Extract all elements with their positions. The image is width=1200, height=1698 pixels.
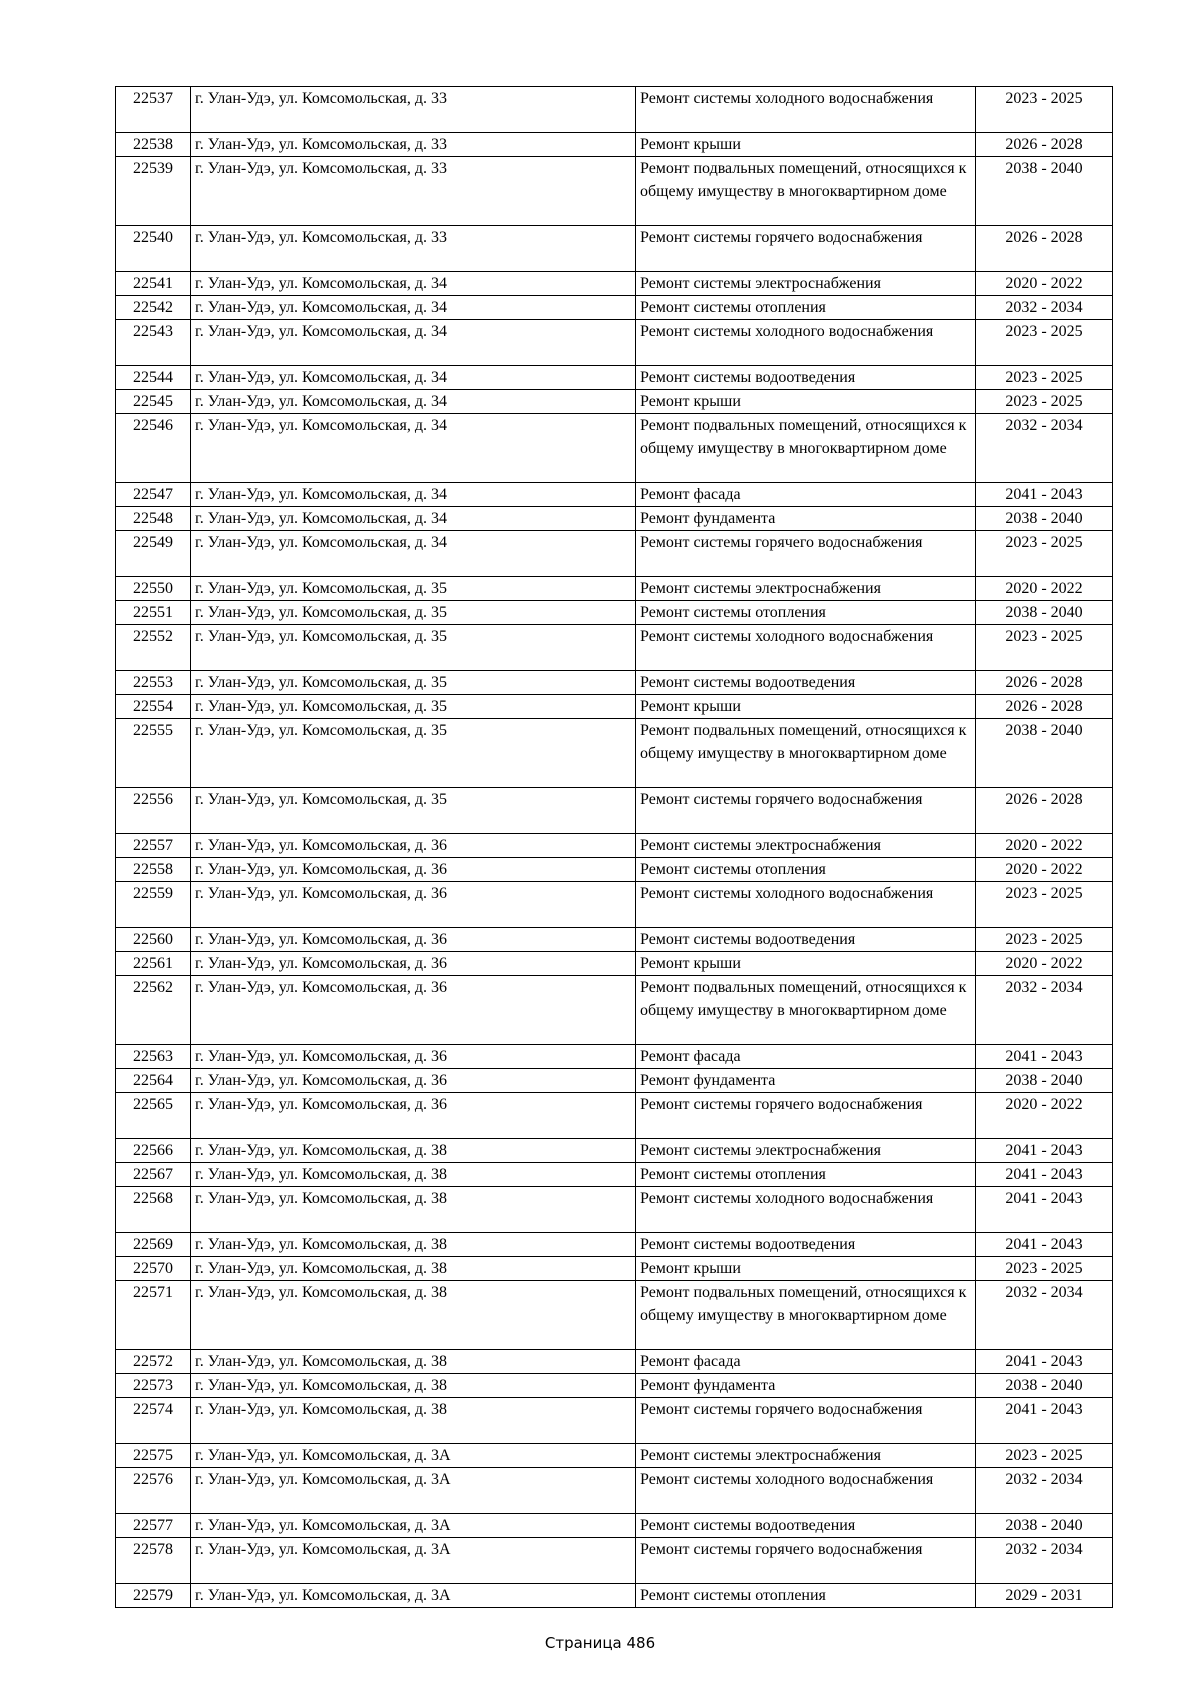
table-row [116,1233,1113,1257]
address-cell: г. Улан-Удэ, ул. Комсомольская, д. 35 [191,625,636,671]
address-cell: г. Улан-Удэ, ул. Комсомольская, д. 35 [191,671,636,695]
row-number-cell: 22563 [116,1045,191,1069]
row-number-cell: 22574 [116,1398,191,1444]
period-cell: 2041 - 2043 [976,1163,1113,1187]
work-type-cell: Ремонт фасада [636,1350,976,1374]
address-cell: г. Улан-Удэ, ул. Комсомольская, д. 38 [191,1139,636,1163]
address-cell: г. Улан-Удэ, ул. Комсомольская, д. 34 [191,414,636,483]
period-cell: 2020 - 2022 [976,577,1113,601]
period-cell: 2038 - 2040 [976,1069,1113,1093]
period-cell: 2038 - 2040 [976,719,1113,788]
work-type-cell: Ремонт системы отопления [636,601,976,625]
page-number: Страница 486 [544,1634,656,1652]
row-number-cell: 22567 [116,1163,191,1187]
work-type-cell: Ремонт системы горячего водоснабжения [636,1093,976,1139]
row-number-cell: 22557 [116,834,191,858]
work-type-cell: Ремонт системы холодного водоснабжения [636,882,976,928]
period-cell: 2026 - 2028 [976,788,1113,834]
address-cell: г. Улан-Удэ, ул. Комсомольская, д. 33 [191,133,636,157]
work-type-cell: Ремонт системы холодного водоснабжения [636,1468,976,1514]
work-type-cell: Ремонт подвальных помещений, относящихся к общему имуществу в многоквартирном доме [636,157,976,226]
period-cell: 2041 - 2043 [976,1398,1113,1444]
work-type-cell: Ремонт системы электроснабжения [636,834,976,858]
period-cell: 2038 - 2040 [976,157,1113,226]
period-cell: 2023 - 2025 [976,531,1113,577]
table-row [116,577,1113,601]
table-row [116,788,1113,834]
period-cell: 2023 - 2025 [976,625,1113,671]
address-cell: г. Улан-Удэ, ул. Комсомольская, д. 38 [191,1163,636,1187]
row-number-cell: 22566 [116,1139,191,1163]
address-cell: г. Улан-Удэ, ул. Комсомольская, д. 38 [191,1233,636,1257]
work-type-cell: Ремонт системы водоотведения [636,366,976,390]
address-cell: г. Улан-Удэ, ул. Комсомольская, д. 36 [191,928,636,952]
period-cell: 2032 - 2034 [976,1281,1113,1350]
work-type-cell: Ремонт системы водоотведения [636,1233,976,1257]
row-number-cell: 22542 [116,296,191,320]
work-type-cell: Ремонт системы горячего водоснабжения [636,1538,976,1584]
row-number-cell: 22570 [116,1257,191,1281]
work-type-cell: Ремонт системы горячего водоснабжения [636,1398,976,1444]
work-type-cell: Ремонт системы отопления [636,1163,976,1187]
table-row [116,719,1113,788]
table-row [116,1398,1113,1444]
row-number-cell: 22569 [116,1233,191,1257]
row-number-cell: 22575 [116,1444,191,1468]
address-cell: г. Улан-Удэ, ул. Комсомольская, д. 36 [191,1093,636,1139]
period-cell: 2020 - 2022 [976,858,1113,882]
period-cell: 2032 - 2034 [976,976,1113,1045]
table-row [116,882,1113,928]
period-cell: 2029 - 2031 [976,1584,1113,1608]
address-cell: г. Улан-Удэ, ул. Комсомольская, д. 36 [191,1069,636,1093]
row-number-cell: 22573 [116,1374,191,1398]
period-cell: 2038 - 2040 [976,507,1113,531]
table-row [116,1514,1113,1538]
row-number-cell: 22562 [116,976,191,1045]
period-cell: 2038 - 2040 [976,1374,1113,1398]
work-type-cell: Ремонт системы отопления [636,1584,976,1608]
address-cell: г. Улан-Удэ, ул. Комсомольская, д. 3А [191,1584,636,1608]
work-type-cell: Ремонт подвальных помещений, относящихся к общему имуществу в многоквартирном доме [636,719,976,788]
period-cell: 2020 - 2022 [976,1093,1113,1139]
work-type-cell: Ремонт фундамента [636,1069,976,1093]
work-type-cell: Ремонт системы горячего водоснабжения [636,226,976,272]
repair-schedule-table [115,86,1113,1608]
table-row [116,1350,1113,1374]
work-type-cell: Ремонт системы водоотведения [636,928,976,952]
work-type-cell: Ремонт крыши [636,1257,976,1281]
table-row [116,625,1113,671]
address-cell: г. Улан-Удэ, ул. Комсомольская, д. 34 [191,390,636,414]
work-type-cell: Ремонт системы холодного водоснабжения [636,1187,976,1233]
period-cell: 2041 - 2043 [976,1233,1113,1257]
row-number-cell: 22571 [116,1281,191,1350]
row-number-cell: 22553 [116,671,191,695]
period-cell: 2023 - 2025 [976,320,1113,366]
work-type-cell: Ремонт фундамента [636,507,976,531]
address-cell: г. Улан-Удэ, ул. Комсомольская, д. 36 [191,952,636,976]
table-row [116,272,1113,296]
address-cell: г. Улан-Удэ, ул. Комсомольская, д. 38 [191,1398,636,1444]
table-row [116,1093,1113,1139]
table-row [116,1045,1113,1069]
address-cell: г. Улан-Удэ, ул. Комсомольская, д. 33 [191,87,636,133]
period-cell: 2026 - 2028 [976,671,1113,695]
address-cell: г. Улан-Удэ, ул. Комсомольская, д. 38 [191,1281,636,1350]
work-type-cell: Ремонт системы отопления [636,858,976,882]
address-cell: г. Улан-Удэ, ул. Комсомольская, д. 34 [191,272,636,296]
work-type-cell: Ремонт подвальных помещений, относящихся к общему имуществу в многоквартирном доме [636,976,976,1045]
address-cell: г. Улан-Удэ, ул. Комсомольская, д. 3А [191,1538,636,1584]
address-cell: г. Улан-Удэ, ул. Комсомольская, д. 34 [191,507,636,531]
address-cell: г. Улан-Удэ, ул. Комсомольская, д. 34 [191,366,636,390]
row-number-cell: 22579 [116,1584,191,1608]
address-cell: г. Улан-Удэ, ул. Комсомольская, д. 36 [191,1045,636,1069]
table-row [116,1444,1113,1468]
work-type-cell: Ремонт системы холодного водоснабжения [636,320,976,366]
row-number-cell: 22538 [116,133,191,157]
table-row [116,157,1113,226]
row-number-cell: 22537 [116,87,191,133]
address-cell: г. Улан-Удэ, ул. Комсомольская, д. 35 [191,577,636,601]
period-cell: 2041 - 2043 [976,1187,1113,1233]
table-row [116,976,1113,1045]
address-cell: г. Улан-Удэ, ул. Комсомольская, д. 36 [191,858,636,882]
table-row [116,1257,1113,1281]
period-cell: 2023 - 2025 [976,366,1113,390]
row-number-cell: 22540 [116,226,191,272]
period-cell: 2041 - 2043 [976,1139,1113,1163]
row-number-cell: 22558 [116,858,191,882]
work-type-cell: Ремонт крыши [636,695,976,719]
work-type-cell: Ремонт системы горячего водоснабжения [636,788,976,834]
period-cell: 2038 - 2040 [976,601,1113,625]
address-cell: г. Улан-Удэ, ул. Комсомольская, д. 35 [191,719,636,788]
table-row [116,320,1113,366]
row-number-cell: 22550 [116,577,191,601]
table-row [116,1538,1113,1584]
period-cell: 2032 - 2034 [976,1468,1113,1514]
work-type-cell: Ремонт крыши [636,390,976,414]
work-type-cell: Ремонт крыши [636,133,976,157]
period-cell: 2032 - 2034 [976,414,1113,483]
table-row [116,1139,1113,1163]
table-row [116,1374,1113,1398]
row-number-cell: 22560 [116,928,191,952]
address-cell: г. Улан-Удэ, ул. Комсомольская, д. 34 [191,320,636,366]
row-number-cell: 22549 [116,531,191,577]
work-type-cell: Ремонт системы водоотведения [636,671,976,695]
table-row [116,226,1113,272]
work-type-cell: Ремонт подвальных помещений, относящихся к общему имуществу в многоквартирном доме [636,1281,976,1350]
table-row [116,1069,1113,1093]
row-number-cell: 22541 [116,272,191,296]
table-row [116,695,1113,719]
work-type-cell: Ремонт фасада [636,1045,976,1069]
row-number-cell: 22564 [116,1069,191,1093]
address-cell: г. Улан-Удэ, ул. Комсомольская, д. 3А [191,1514,636,1538]
work-type-cell: Ремонт системы электроснабжения [636,577,976,601]
row-number-cell: 22554 [116,695,191,719]
address-cell: г. Улан-Удэ, ул. Комсомольская, д. 38 [191,1187,636,1233]
address-cell: г. Улан-Удэ, ул. Комсомольская, д. 3А [191,1468,636,1514]
table-row [116,1584,1113,1608]
row-number-cell: 22546 [116,414,191,483]
period-cell: 2026 - 2028 [976,226,1113,272]
work-type-cell: Ремонт системы холодного водоснабжения [636,87,976,133]
row-number-cell: 22539 [116,157,191,226]
row-number-cell: 22578 [116,1538,191,1584]
period-cell: 2032 - 2034 [976,1538,1113,1584]
row-number-cell: 22577 [116,1514,191,1538]
table-row [116,133,1113,157]
period-cell: 2026 - 2028 [976,695,1113,719]
row-number-cell: 22552 [116,625,191,671]
table-row [116,1163,1113,1187]
work-type-cell: Ремонт системы электроснабжения [636,1444,976,1468]
period-cell: 2023 - 2025 [976,87,1113,133]
table-row [116,1281,1113,1350]
table-row [116,483,1113,507]
period-cell: 2026 - 2028 [976,133,1113,157]
row-number-cell: 22543 [116,320,191,366]
table-row [116,952,1113,976]
period-cell: 2041 - 2043 [976,1350,1113,1374]
row-number-cell: 22576 [116,1468,191,1514]
work-type-cell: Ремонт системы электроснабжения [636,272,976,296]
address-cell: г. Улан-Удэ, ул. Комсомольская, д. 33 [191,226,636,272]
period-cell: 2023 - 2025 [976,390,1113,414]
row-number-cell: 22548 [116,507,191,531]
table-row [116,366,1113,390]
row-number-cell: 22551 [116,601,191,625]
address-cell: г. Улан-Удэ, ул. Комсомольская, д. 34 [191,296,636,320]
period-cell: 2038 - 2040 [976,1514,1113,1538]
table-row [116,834,1113,858]
address-cell: г. Улан-Удэ, ул. Комсомольская, д. 34 [191,531,636,577]
work-type-cell: Ремонт крыши [636,952,976,976]
work-type-cell: Ремонт подвальных помещений, относящихся к общему имуществу в многоквартирном доме [636,414,976,483]
row-number-cell: 22556 [116,788,191,834]
table-row [116,390,1113,414]
row-number-cell: 22547 [116,483,191,507]
address-cell: г. Улан-Удэ, ул. Комсомольская, д. 38 [191,1374,636,1398]
row-number-cell: 22568 [116,1187,191,1233]
table-row [116,414,1113,483]
period-cell: 2020 - 2022 [976,952,1113,976]
address-cell: г. Улан-Удэ, ул. Комсомольская, д. 35 [191,788,636,834]
address-cell: г. Улан-Удэ, ул. Комсомольская, д. 35 [191,695,636,719]
work-type-cell: Ремонт системы водоотведения [636,1514,976,1538]
work-type-cell: Ремонт системы горячего водоснабжения [636,531,976,577]
period-cell: 2041 - 2043 [976,1045,1113,1069]
row-number-cell: 22561 [116,952,191,976]
table-row [116,1468,1113,1514]
table-row [116,87,1113,133]
work-type-cell: Ремонт системы отопления [636,296,976,320]
table-row [116,531,1113,577]
period-cell: 2023 - 2025 [976,928,1113,952]
row-number-cell: 22555 [116,719,191,788]
work-type-cell: Ремонт системы электроснабжения [636,1139,976,1163]
address-cell: г. Улан-Удэ, ул. Комсомольская, д. 35 [191,601,636,625]
address-cell: г. Улан-Удэ, ул. Комсомольская, д. 33 [191,157,636,226]
work-type-cell: Ремонт системы холодного водоснабжения [636,625,976,671]
period-cell: 2023 - 2025 [976,882,1113,928]
row-number-cell: 22565 [116,1093,191,1139]
address-cell: г. Улан-Удэ, ул. Комсомольская, д. 36 [191,976,636,1045]
address-cell: г. Улан-Удэ, ул. Комсомольская, д. 36 [191,882,636,928]
work-type-cell: Ремонт фасада [636,483,976,507]
address-cell: г. Улан-Удэ, ул. Комсомольская, д. 38 [191,1257,636,1281]
table-row [116,601,1113,625]
period-cell: 2020 - 2022 [976,834,1113,858]
period-cell: 2032 - 2034 [976,296,1113,320]
row-number-cell: 22572 [116,1350,191,1374]
work-type-cell: Ремонт фундамента [636,1374,976,1398]
register-sheet [115,86,1112,1608]
table-row [116,296,1113,320]
table-row [116,858,1113,882]
period-cell: 2020 - 2022 [976,272,1113,296]
period-cell: 2023 - 2025 [976,1444,1113,1468]
table-row [116,507,1113,531]
row-number-cell: 22545 [116,390,191,414]
row-number-cell: 22559 [116,882,191,928]
row-number-cell: 22544 [116,366,191,390]
table-row [116,1187,1113,1233]
address-cell: г. Улан-Удэ, ул. Комсомольская, д. 38 [191,1350,636,1374]
address-cell: г. Улан-Удэ, ул. Комсомольская, д. 34 [191,483,636,507]
address-cell: г. Улан-Удэ, ул. Комсомольская, д. 36 [191,834,636,858]
table-row [116,928,1113,952]
period-cell: 2041 - 2043 [976,483,1113,507]
address-cell: г. Улан-Удэ, ул. Комсомольская, д. 3А [191,1444,636,1468]
period-cell: 2023 - 2025 [976,1257,1113,1281]
table-body [116,87,1113,1608]
table-row [116,671,1113,695]
